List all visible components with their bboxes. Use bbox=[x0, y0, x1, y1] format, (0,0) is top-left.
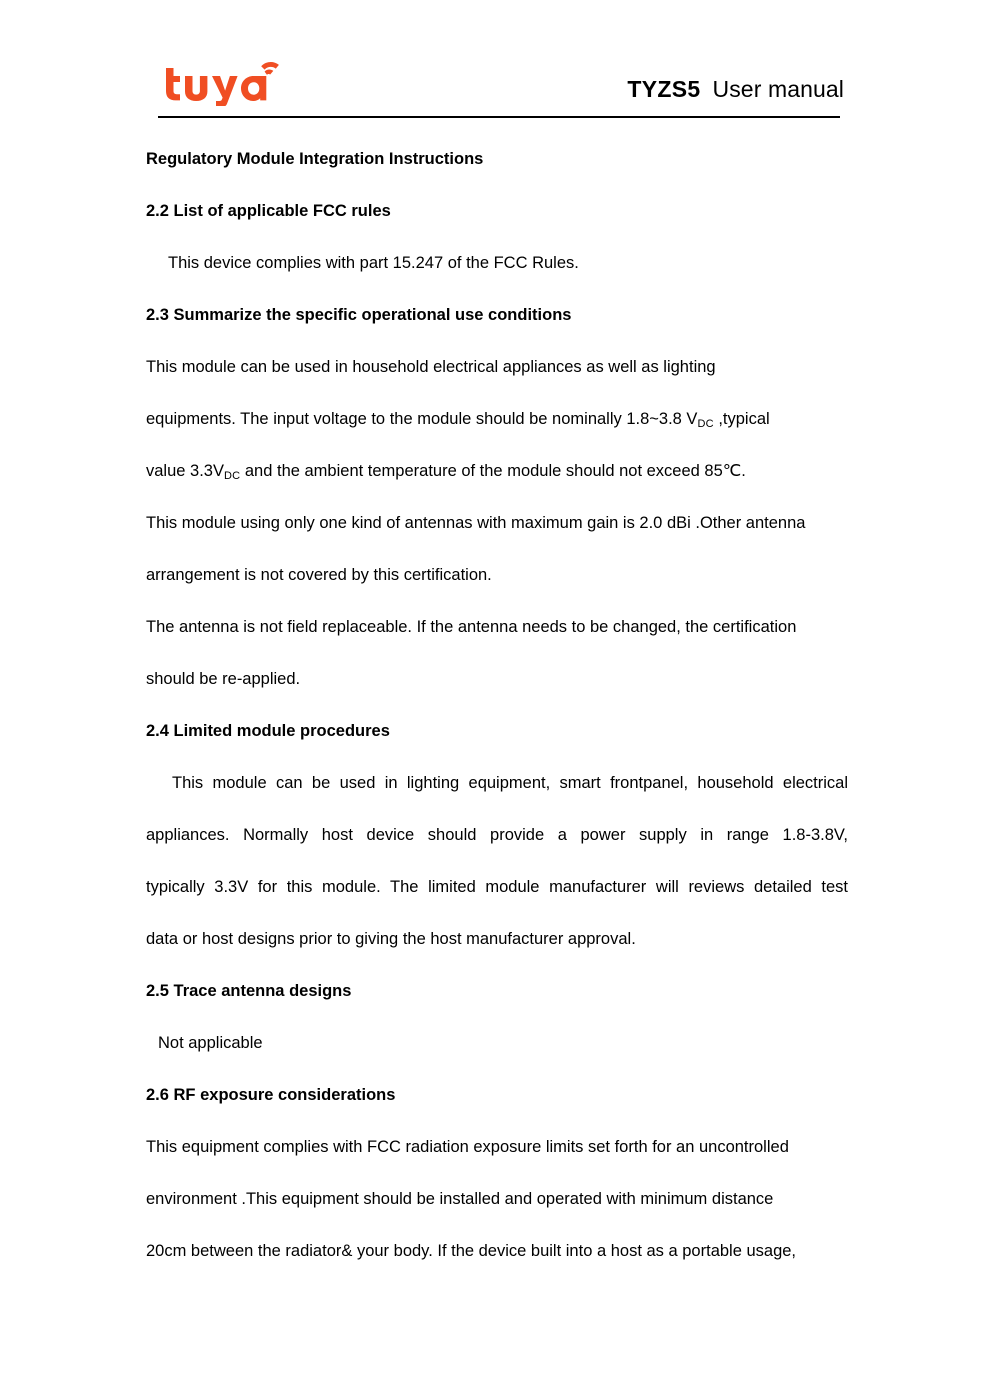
section-2-3-line-3-a: value 3.3V bbox=[146, 462, 224, 480]
section-2-6-line-3: 20cm between the radiator& your body. If the device built into a host as a portable usage, bbox=[146, 1242, 797, 1260]
section-heading-2-2: 2.2 List of applicable FCC rules bbox=[146, 202, 391, 220]
section-2-4-line-1: This module can be used in lighting equipment, smart frontpanel, household electrical bbox=[172, 774, 848, 792]
header-model: TYZS5 bbox=[627, 76, 701, 102]
section-heading-2-4: 2.4 Limited module procedures bbox=[146, 722, 390, 740]
section-2-3-line-5: arrangement is not covered by this certification. bbox=[146, 566, 492, 584]
section-2-4-line-2: appliances. Normally host device should provide a power supply in range 1.8-3.8V, bbox=[146, 826, 848, 844]
section-2-3-line-2 bbox=[146, 393, 848, 445]
section-2-6-line-1: This equipment complies with FCC radiation exposure limits set forth for an uncontrolled bbox=[146, 1138, 789, 1156]
section-2-3-line-7: should be re-applied. bbox=[146, 670, 301, 688]
subscript-dc-2: DC bbox=[223, 470, 241, 482]
section-2-3-line-2-b: ,typical bbox=[713, 410, 770, 428]
section-2-3-line-3 bbox=[146, 445, 848, 497]
section-heading-2-6: 2.6 RF exposure considerations bbox=[146, 1086, 396, 1104]
subscript-dc-1: DC bbox=[697, 418, 714, 430]
section-heading-2-5: 2.5 Trace antenna designs bbox=[146, 982, 352, 1000]
header-divider bbox=[158, 116, 840, 118]
header-doc-type: User manual bbox=[712, 76, 844, 102]
section-2-3-line-6: The antenna is not field replaceable. If the antenna needs to be changed, the certification bbox=[146, 618, 797, 636]
section-2-3-line-2-a: equipments. The input voltage to the module should be nominally 1.8~3.8 V bbox=[146, 410, 698, 428]
tuya-logo-icon bbox=[160, 60, 280, 106]
section-2-5-line-1: Not applicable bbox=[158, 1034, 263, 1052]
section-2-4-line-4: data or host designs prior to giving the host manufacturer approval. bbox=[146, 930, 636, 948]
header-title bbox=[627, 76, 844, 102]
section-2-3-line-1: This module can be used in household electrical appliances as well as lighting bbox=[146, 358, 716, 376]
section-2-3-line-3-b: and the ambient temperature of the module should not exceed 85℃. bbox=[240, 462, 746, 480]
section-2-2-line-1: This device complies with part 15.247 of the FCC Rules. bbox=[168, 254, 579, 272]
page-header bbox=[146, 52, 846, 122]
section-2-4-line-3: typically 3.3V for this module. The limited module manufacturer will reviews detailed test bbox=[146, 878, 848, 896]
document-body bbox=[146, 133, 848, 1277]
section-2-6-line-2: environment .This equipment should be installed and operated with minimum distance bbox=[146, 1190, 774, 1208]
document-title: Regulatory Module Integration Instructions bbox=[146, 150, 484, 168]
section-heading-2-3: 2.3 Summarize the specific operational use conditions bbox=[146, 306, 572, 324]
section-2-3-line-4: This module using only one kind of antennas with maximum gain is 2.0 dBi .Other antenna bbox=[146, 514, 806, 532]
